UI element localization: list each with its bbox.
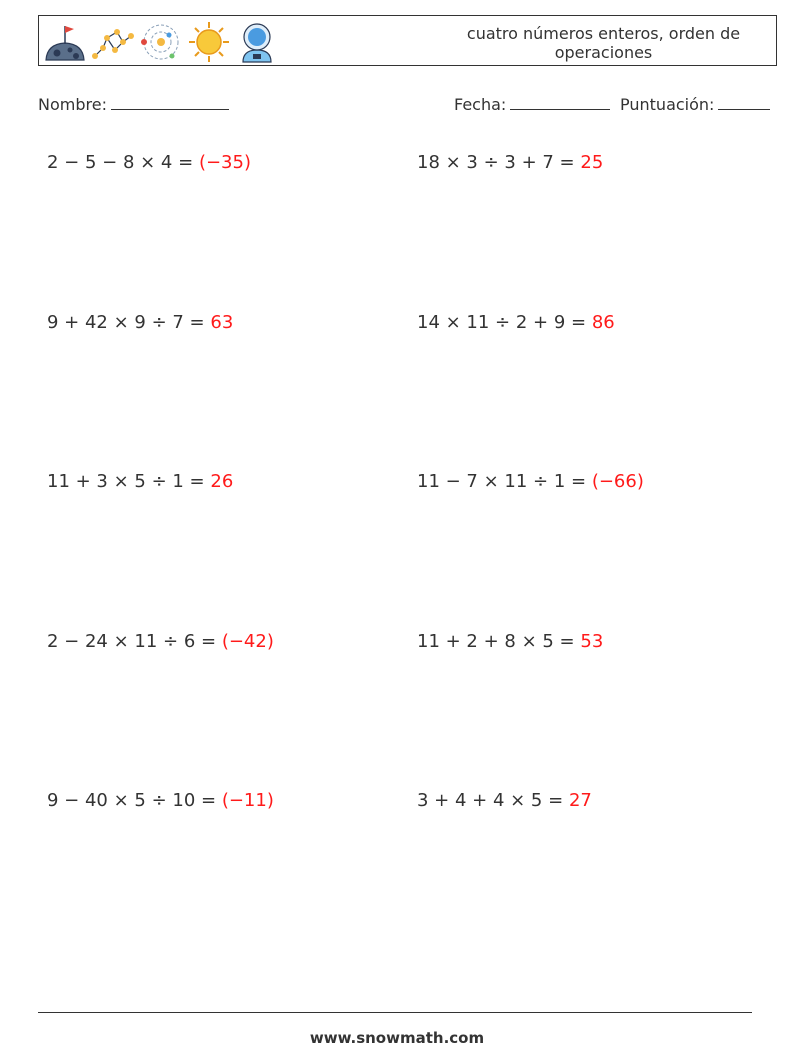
problem-1 (47, 152, 251, 173)
worksheet-title: cuatro números enteros, orden de operaciones (466, 24, 741, 62)
problem-expression: 11 + 2 + 8 × 5 = (417, 631, 575, 652)
problem-answer: 25 (580, 152, 604, 173)
problem-6 (417, 471, 644, 492)
score-label: Puntuación: (620, 95, 715, 114)
problem-answer: (−11) (221, 790, 274, 811)
problem-answer: (−42) (221, 631, 274, 652)
problem-5 (47, 471, 233, 492)
name-field (38, 94, 229, 114)
score-field (620, 94, 770, 114)
sun-icon (187, 20, 231, 64)
problem-expression: 18 × 3 ÷ 3 + 7 = (417, 152, 575, 173)
problem-expression: 2 − 5 − 8 × 4 = (47, 152, 194, 173)
problem-answer: (−66) (591, 471, 644, 492)
problem-9 (47, 790, 274, 811)
problem-3 (47, 312, 233, 333)
name-label: Nombre: (38, 95, 107, 114)
score-blank (718, 94, 770, 110)
problem-expression: 9 − 40 × 5 ÷ 10 = (47, 790, 217, 811)
worksheet-header (38, 15, 777, 66)
problem-expression: 9 + 42 × 9 ÷ 7 = (47, 312, 205, 333)
problem-8 (417, 631, 603, 652)
solar-system-icon (139, 20, 183, 64)
problem-4 (417, 312, 615, 333)
constellation-icon (91, 20, 135, 64)
footer-url: www.snowmath.com (309, 1029, 485, 1047)
problem-answer: 86 (591, 312, 615, 333)
problem-expression: 11 − 7 × 11 ÷ 1 = (417, 471, 587, 492)
icon-strip (43, 20, 279, 64)
problem-expression: 11 + 3 × 5 ÷ 1 = (47, 471, 205, 492)
name-blank (111, 94, 229, 110)
problem-7 (47, 631, 274, 652)
astronaut-icon (235, 20, 279, 64)
problem-answer: 26 (210, 471, 234, 492)
problem-answer: 27 (568, 790, 592, 811)
problem-answer: (−35) (198, 152, 251, 173)
problem-expression: 2 − 24 × 11 ÷ 6 = (47, 631, 217, 652)
problem-2 (417, 152, 603, 173)
moon-flag-icon (43, 20, 87, 64)
date-blank (510, 94, 610, 110)
date-label: Fecha: (454, 95, 507, 114)
problem-expression: 3 + 4 + 4 × 5 = (417, 790, 564, 811)
problem-10 (417, 790, 592, 811)
problem-answer: 53 (580, 631, 604, 652)
problem-answer: 63 (210, 312, 234, 333)
problem-expression: 14 × 11 ÷ 2 + 9 = (417, 312, 587, 333)
date-field (454, 94, 610, 114)
footer-divider (38, 1012, 752, 1013)
